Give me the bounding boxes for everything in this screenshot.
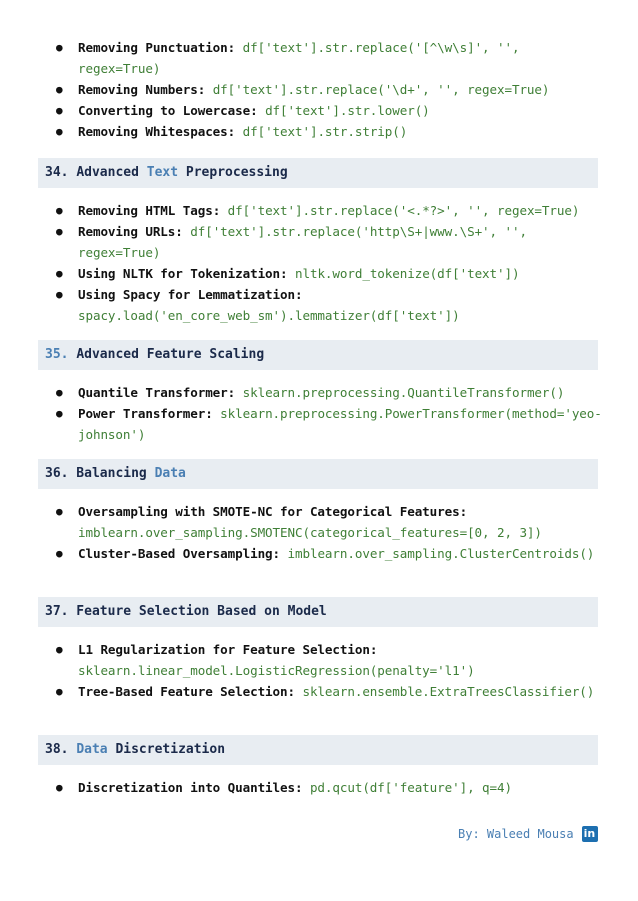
section-heading-38: 38. Data Discretization: [38, 735, 598, 765]
list-item: ● Power Transformer: sklearn.preprocessing.PowerTransformer(method='yeo-johnson'): [56, 406, 602, 442]
list-item: ● Converting to Lowercase: df['text'].str.lower(): [56, 103, 430, 118]
author-credit: By: Waleed Mousa: [458, 827, 574, 841]
list-block-38: [0, 777, 638, 798]
section-heading-34: 34. Advanced Text Preprocessing: [38, 158, 598, 188]
list-block-text-cleaning: [0, 37, 638, 142]
list-block-37: [0, 639, 638, 702]
list-block-36: [0, 501, 638, 564]
footer-author: [458, 826, 598, 842]
list-item: ● Removing Numbers: df['text'].str.replace('\d+', '', regex=True): [56, 82, 550, 97]
list-item: ● Tree-Based Feature Selection: sklearn.ensemble.ExtraTreesClassifier(): [56, 684, 595, 699]
list-item: ● Discretization into Quantiles: pd.qcut(df['feature'], q=4): [56, 780, 512, 795]
list-item: ● Using NLTK for Tokenization: nltk.word_tokenize(df['text']): [56, 266, 520, 281]
list-item: ● L1 Regularization for Feature Selection: sklearn.linear_model.LogisticRegression(penalty='l1'): [56, 642, 475, 678]
list-item: ● Removing URLs: df['text'].str.replace('http\S+|www.\S+', '', regex=True): [56, 224, 527, 260]
section-heading-35: 35. Advanced Feature Scaling: [38, 340, 598, 370]
list-block-34: [0, 200, 638, 326]
list-item: ● Oversampling with SMOTE-NC for Categorical Features: imblearn.over_sampling.SMOTENC(categorical_features=[0, 2, 3]): [56, 504, 542, 540]
list-item: ● Removing Punctuation: df['text'].str.replace('[^\w\s]', '', regex=True): [56, 40, 520, 76]
section-heading-36: 36. Balancing Data: [38, 459, 598, 489]
list-item: ● Removing HTML Tags: df['text'].str.replace('<.*?>', '', regex=True): [56, 203, 580, 218]
linkedin-icon[interactable]: in: [582, 826, 598, 842]
list-item: ● Removing Whitespaces: df['text'].str.strip(): [56, 124, 408, 139]
list-block-35: [0, 382, 638, 445]
list-item: ● Using Spacy for Lemmatization: spacy.load('en_core_web_sm').lemmatizer(df['text']): [56, 287, 460, 323]
list-item: ● Quantile Transformer: sklearn.preprocessing.QuantileTransformer(): [56, 385, 565, 400]
list-item: ● Cluster-Based Oversampling: imblearn.over_sampling.ClusterCentroids(): [56, 546, 595, 561]
section-heading-37: 37. Feature Selection Based on Model: [38, 597, 598, 627]
